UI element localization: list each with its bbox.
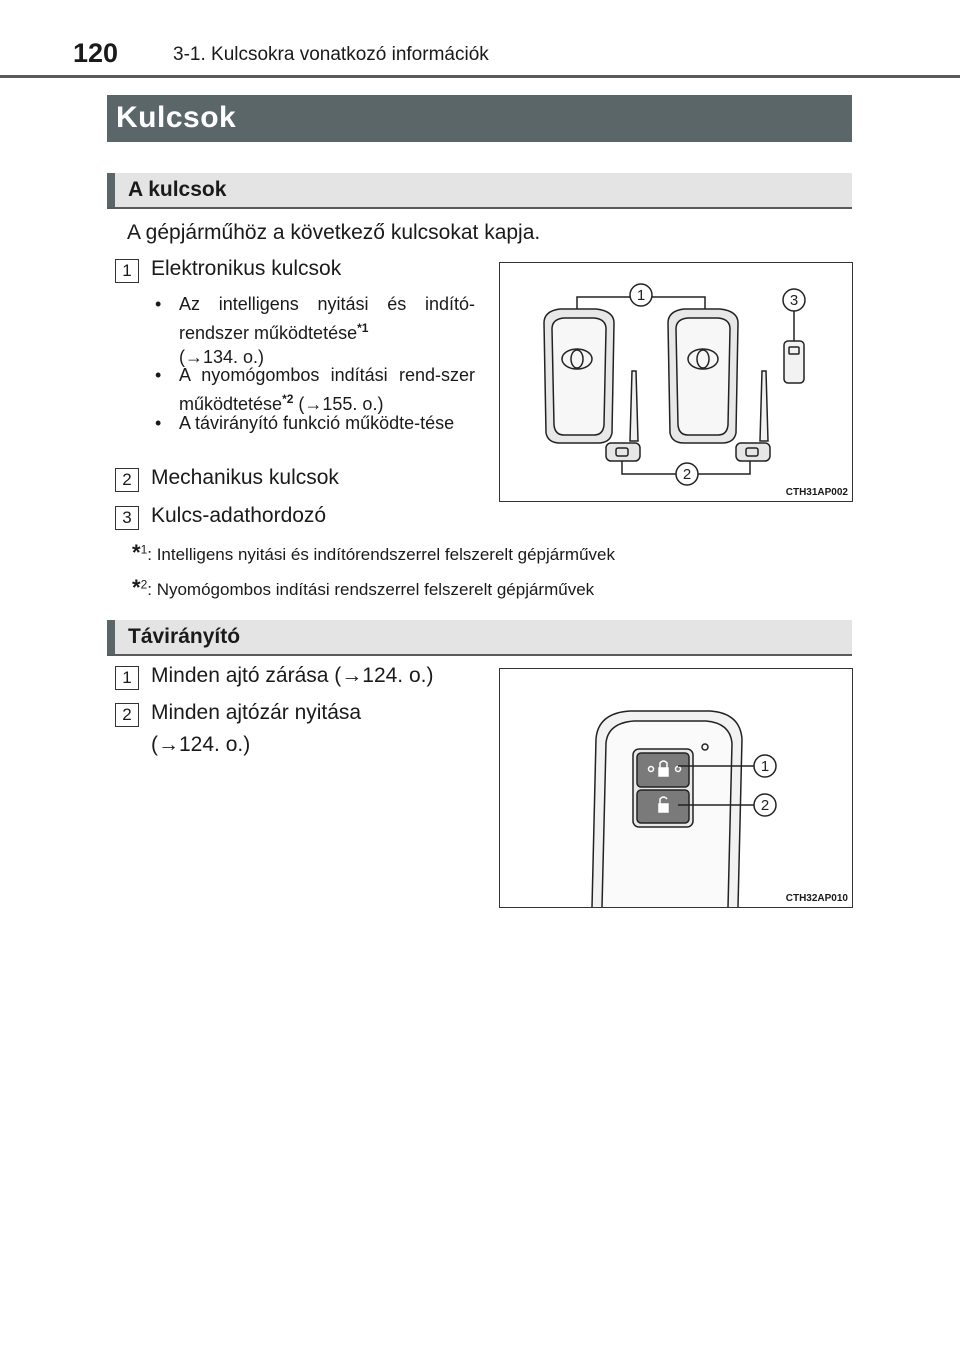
footnote-sup: 2 [140, 577, 148, 592]
section-heading-text: Távirányító [128, 625, 241, 648]
item-label: Mechanikus kulcsok [151, 466, 339, 489]
page-title-bar [107, 95, 852, 142]
footnote [132, 540, 615, 566]
page-number: 120 [73, 38, 119, 68]
callout-label: 3 [789, 292, 799, 309]
section-heading-remote [107, 620, 852, 656]
header-rule [0, 75, 960, 78]
footnote-mark: * [132, 540, 141, 565]
page-ref: (→124. o.) [151, 733, 251, 756]
intro-text: A gépjárműhöz a következő kulcsokat kapja. [127, 221, 541, 244]
footnote-ref: *1 [357, 321, 369, 335]
footnote-mark: * [132, 575, 141, 600]
running-head: 3-1. Kulcsokra vonatkozó információk [173, 44, 489, 65]
figure-code: CTH32AP010 [785, 893, 848, 904]
item-number: 1 [115, 259, 139, 283]
figure-code: CTH31AP002 [785, 487, 848, 498]
callout-label: 2 [682, 466, 692, 483]
item-label: Minden ajtózár nyitása [151, 701, 362, 724]
footnote-text: : Nyomógombos indítási rendszerrel felszerelt gépjárművek [147, 580, 595, 599]
bullet-text: Az intelligens nyitási és indító-rendszer működtetése [179, 294, 475, 343]
bullet-item: • A távirányító funkció működte-tése [155, 413, 455, 433]
callout-label: 2 [760, 797, 770, 814]
page-ref: (→155. o.) [293, 394, 384, 414]
page-ref: (→134. o.) [179, 347, 265, 367]
item-number: 3 [115, 506, 139, 530]
footnote-ref: *2 [282, 392, 294, 406]
section-heading-keys [107, 173, 852, 209]
item-number: 2 [115, 468, 139, 492]
item-label: Kulcs-adathordozó [151, 504, 327, 527]
callout-label: 1 [760, 758, 770, 775]
bullet-text: A nyomógombos indítási rend-szer működtetése [179, 365, 475, 414]
section-heading-text: A kulcsok [128, 178, 227, 201]
bullet-text: A távirányító funkció működte-tése [179, 413, 455, 433]
item-number: 1 [115, 666, 139, 690]
footnote-sup: 1 [140, 542, 148, 557]
bullet-item: • Az intelligens nyitási és indító-rendszer működtetése$^{*1}$ (→134. o.) [155, 294, 475, 367]
remote-illustration [500, 669, 852, 907]
keys-illustration [500, 263, 852, 501]
bullet-item: • A nyomógombos indítási rend-szer működtetése$^{*2}$ (→155. o.) [155, 365, 475, 414]
footnote [132, 575, 594, 601]
item-label: Minden ajtó zárása (→124. o.) [151, 664, 434, 687]
remote-figure [499, 668, 853, 908]
footnote-text: : Intelligens nyitási és indítórendszerrel felszerelt gépjárművek [147, 545, 615, 564]
item-number: 2 [115, 703, 139, 727]
item-label: Elektronikus kulcsok [151, 257, 342, 280]
keys-figure [499, 262, 853, 502]
callout-label: 1 [636, 287, 646, 304]
page-title: Kulcsok [116, 101, 237, 134]
